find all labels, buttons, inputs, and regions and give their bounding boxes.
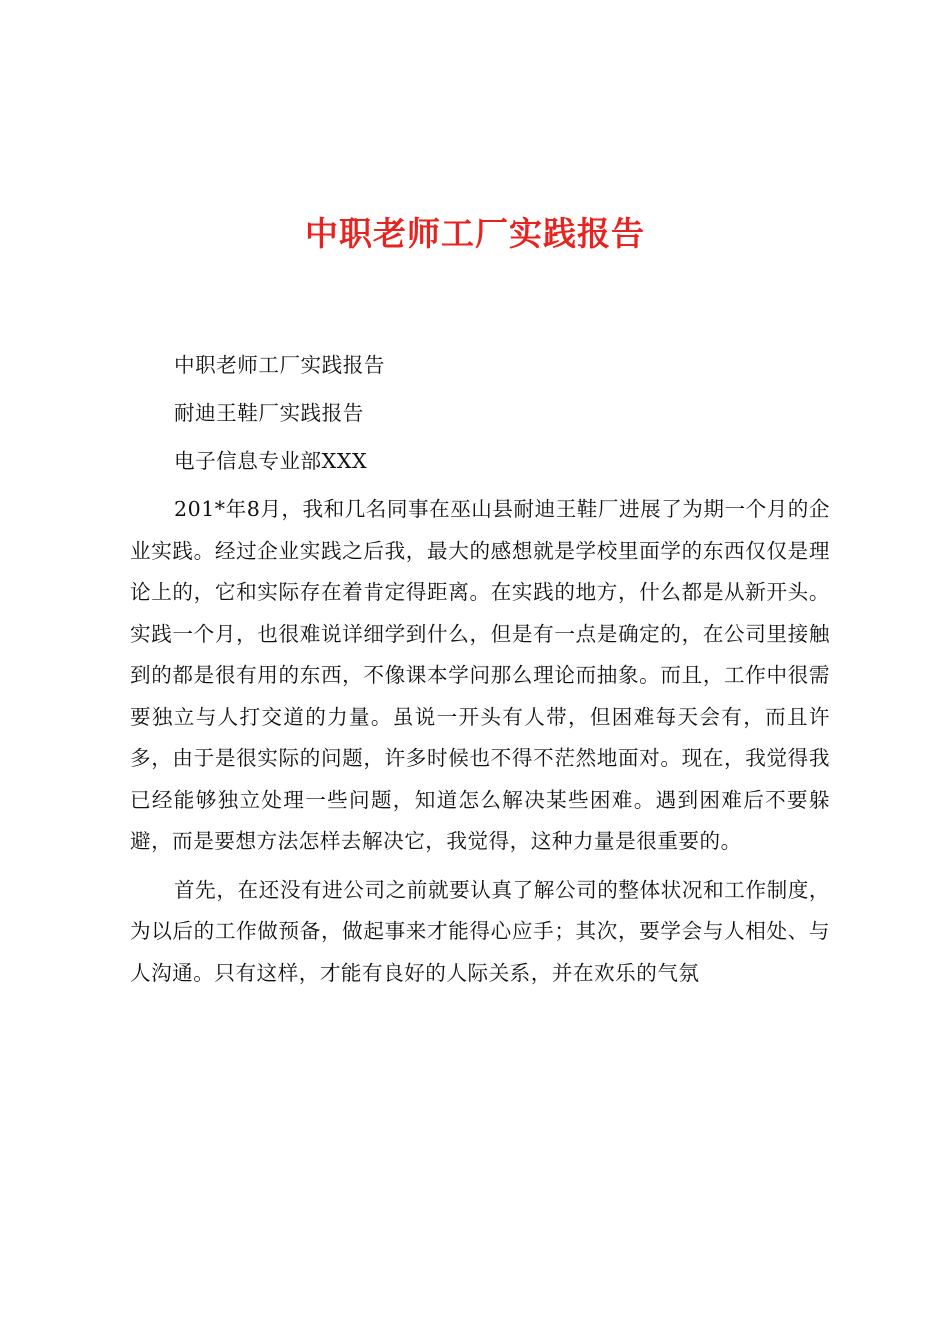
paragraph-1: 201*年8月，我和几名同事在巫山县耐迪王鞋厂进展了为期一个月的企业实践。经过企业实践之后我，最大的感想就是学校里面学的东西仅仅是理论上的，它和实际存在着肯定得距离。在实践的地方，什么都是从新开头。实践一个月，也很难说详细学到什么，但是有一点是确定的，在公司里接触到的都是很有用的东西，不像课本学问那么理论而抽象。而且，工作中很需要独立与人打交道的力量。虽说一开头有人带，但困难每天会有，而且许多，由于是很实际的问题，许多时候也不得不茫然地面对。现在，我觉得我已经能够独立处理一些问题，知道怎么解决某些困难。遇到困难后不要躲避，而是要想方法怎样去解决它，我觉得，这种力量是很重要的。 — [130, 497, 830, 853]
document-body — [130, 345, 830, 1001]
paragraph-2: 首先，在还没有进公司之前就要认真了解公司的整体状况和工作制度，为以后的工作做预备，做起事来才能得心应手；其次，要学会与人相处、与人沟通。只有这样，才能有良好的人际关系，并在欢乐的气氛 — [130, 877, 830, 985]
header-line-title: 中职老师工厂实践报告 — [174, 353, 385, 377]
header-line-author: 电子信息专业部XXX — [174, 449, 368, 473]
header-line-factory: 耐迪王鞋厂实践报告 — [174, 401, 364, 425]
document-title: 中职老师工厂实践报告 — [305, 214, 645, 253]
